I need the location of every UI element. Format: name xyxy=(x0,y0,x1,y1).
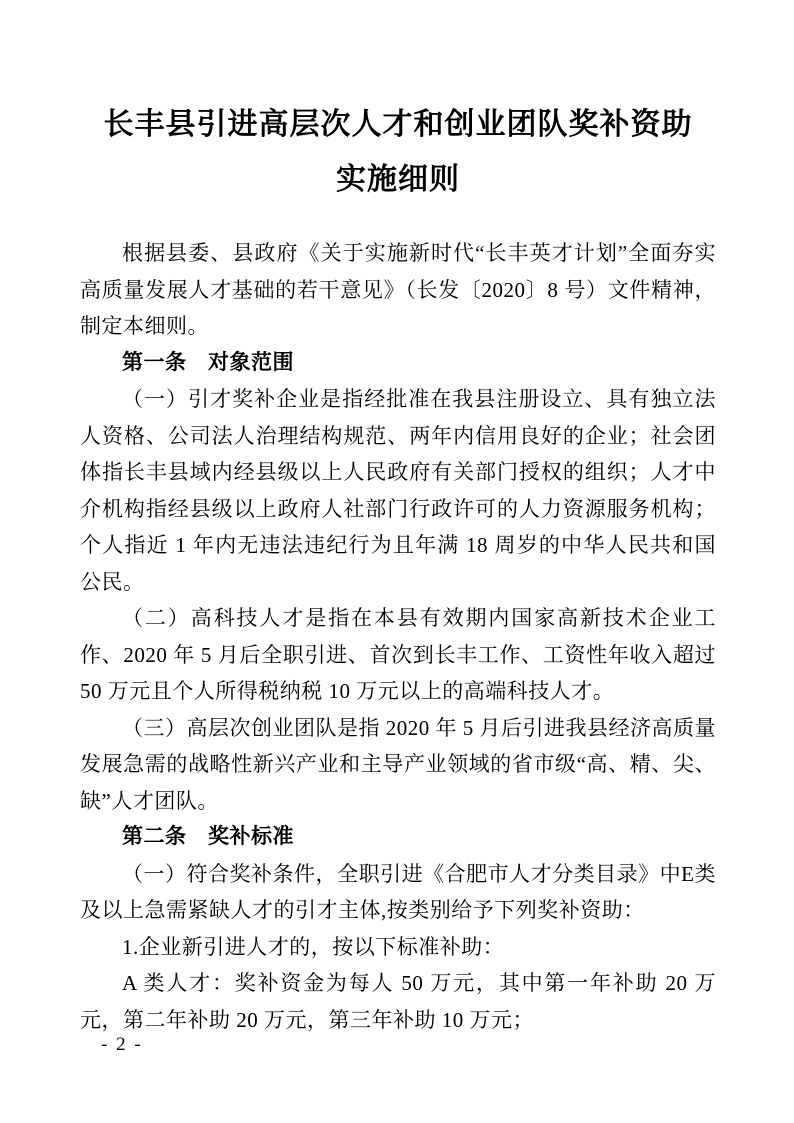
page-number: - 2 - xyxy=(101,1034,143,1055)
paragraph-article-1-item-1: （一）引才奖补企业是指经批准在我县注册设立、具有独立法人资格、公司法人治理结构规范、两年内信用良好的企业；社会团体指长丰县域内经县级以上人民政府有关部门授权的组织；人才中介机构指经县级以上政府人社部门行政许可的人力资源服务机构；个人指近 1 年内无违法违纪行为且年满 18 周岁的中华人民共和国公民。 xyxy=(80,387,716,594)
paragraph-article-2-item-1: （一）符合奖补条件，全职引进《合肥市人才分类目录》中E类及以上急需紧缺人才的引才主体,按类别给予下列奖补资助： xyxy=(80,861,716,922)
paragraph-article-1-item-2: （二）高科技人才是指在本县有效期内国家高新技术企业工作、2020 年 5 月后全职引进、首次到长丰工作、工资性年收入超过 50 万元且个人所得税纳税 10 万元以上的高端科技人才。 xyxy=(80,606,716,703)
document-body xyxy=(80,235,716,1038)
paragraph-article-1-heading: 第一条 对象范围 xyxy=(122,350,294,374)
document-title-line1: 长丰县引进高层次人才和创业团队奖补资助 xyxy=(103,108,693,141)
document-title xyxy=(80,97,716,207)
paragraph-article-2-class-a-standard: A 类人才：奖补资金为每人 50 万元，其中第一年补助 20 万元，第二年补助 20 万元，第三年补助 10 万元； xyxy=(80,971,716,1032)
paragraph-article-2-sub-item-1: 1.企业新引进人才的，按以下标准补助： xyxy=(122,934,505,959)
paragraph-article-1-item-3: （三）高层次创业团队是指 2020 年 5 月后引进我县经济高质量发展急需的战略性新兴产业和主导产业领域的省市级“高、精、尖、缺”人才团队。 xyxy=(80,715,716,813)
paragraph-article-2-heading: 第二条 奖补标准 xyxy=(122,825,294,848)
paragraph-intro: 根据县委、县政府《关于实施新时代“长丰英才计划”全面夯实高质量发展人才基础的若干意见》（长发〔2020〕8 号）文件精神，制定本细则。 xyxy=(80,241,716,338)
document-title-line2: 实施细则 xyxy=(336,163,460,196)
document-content xyxy=(80,0,716,1038)
